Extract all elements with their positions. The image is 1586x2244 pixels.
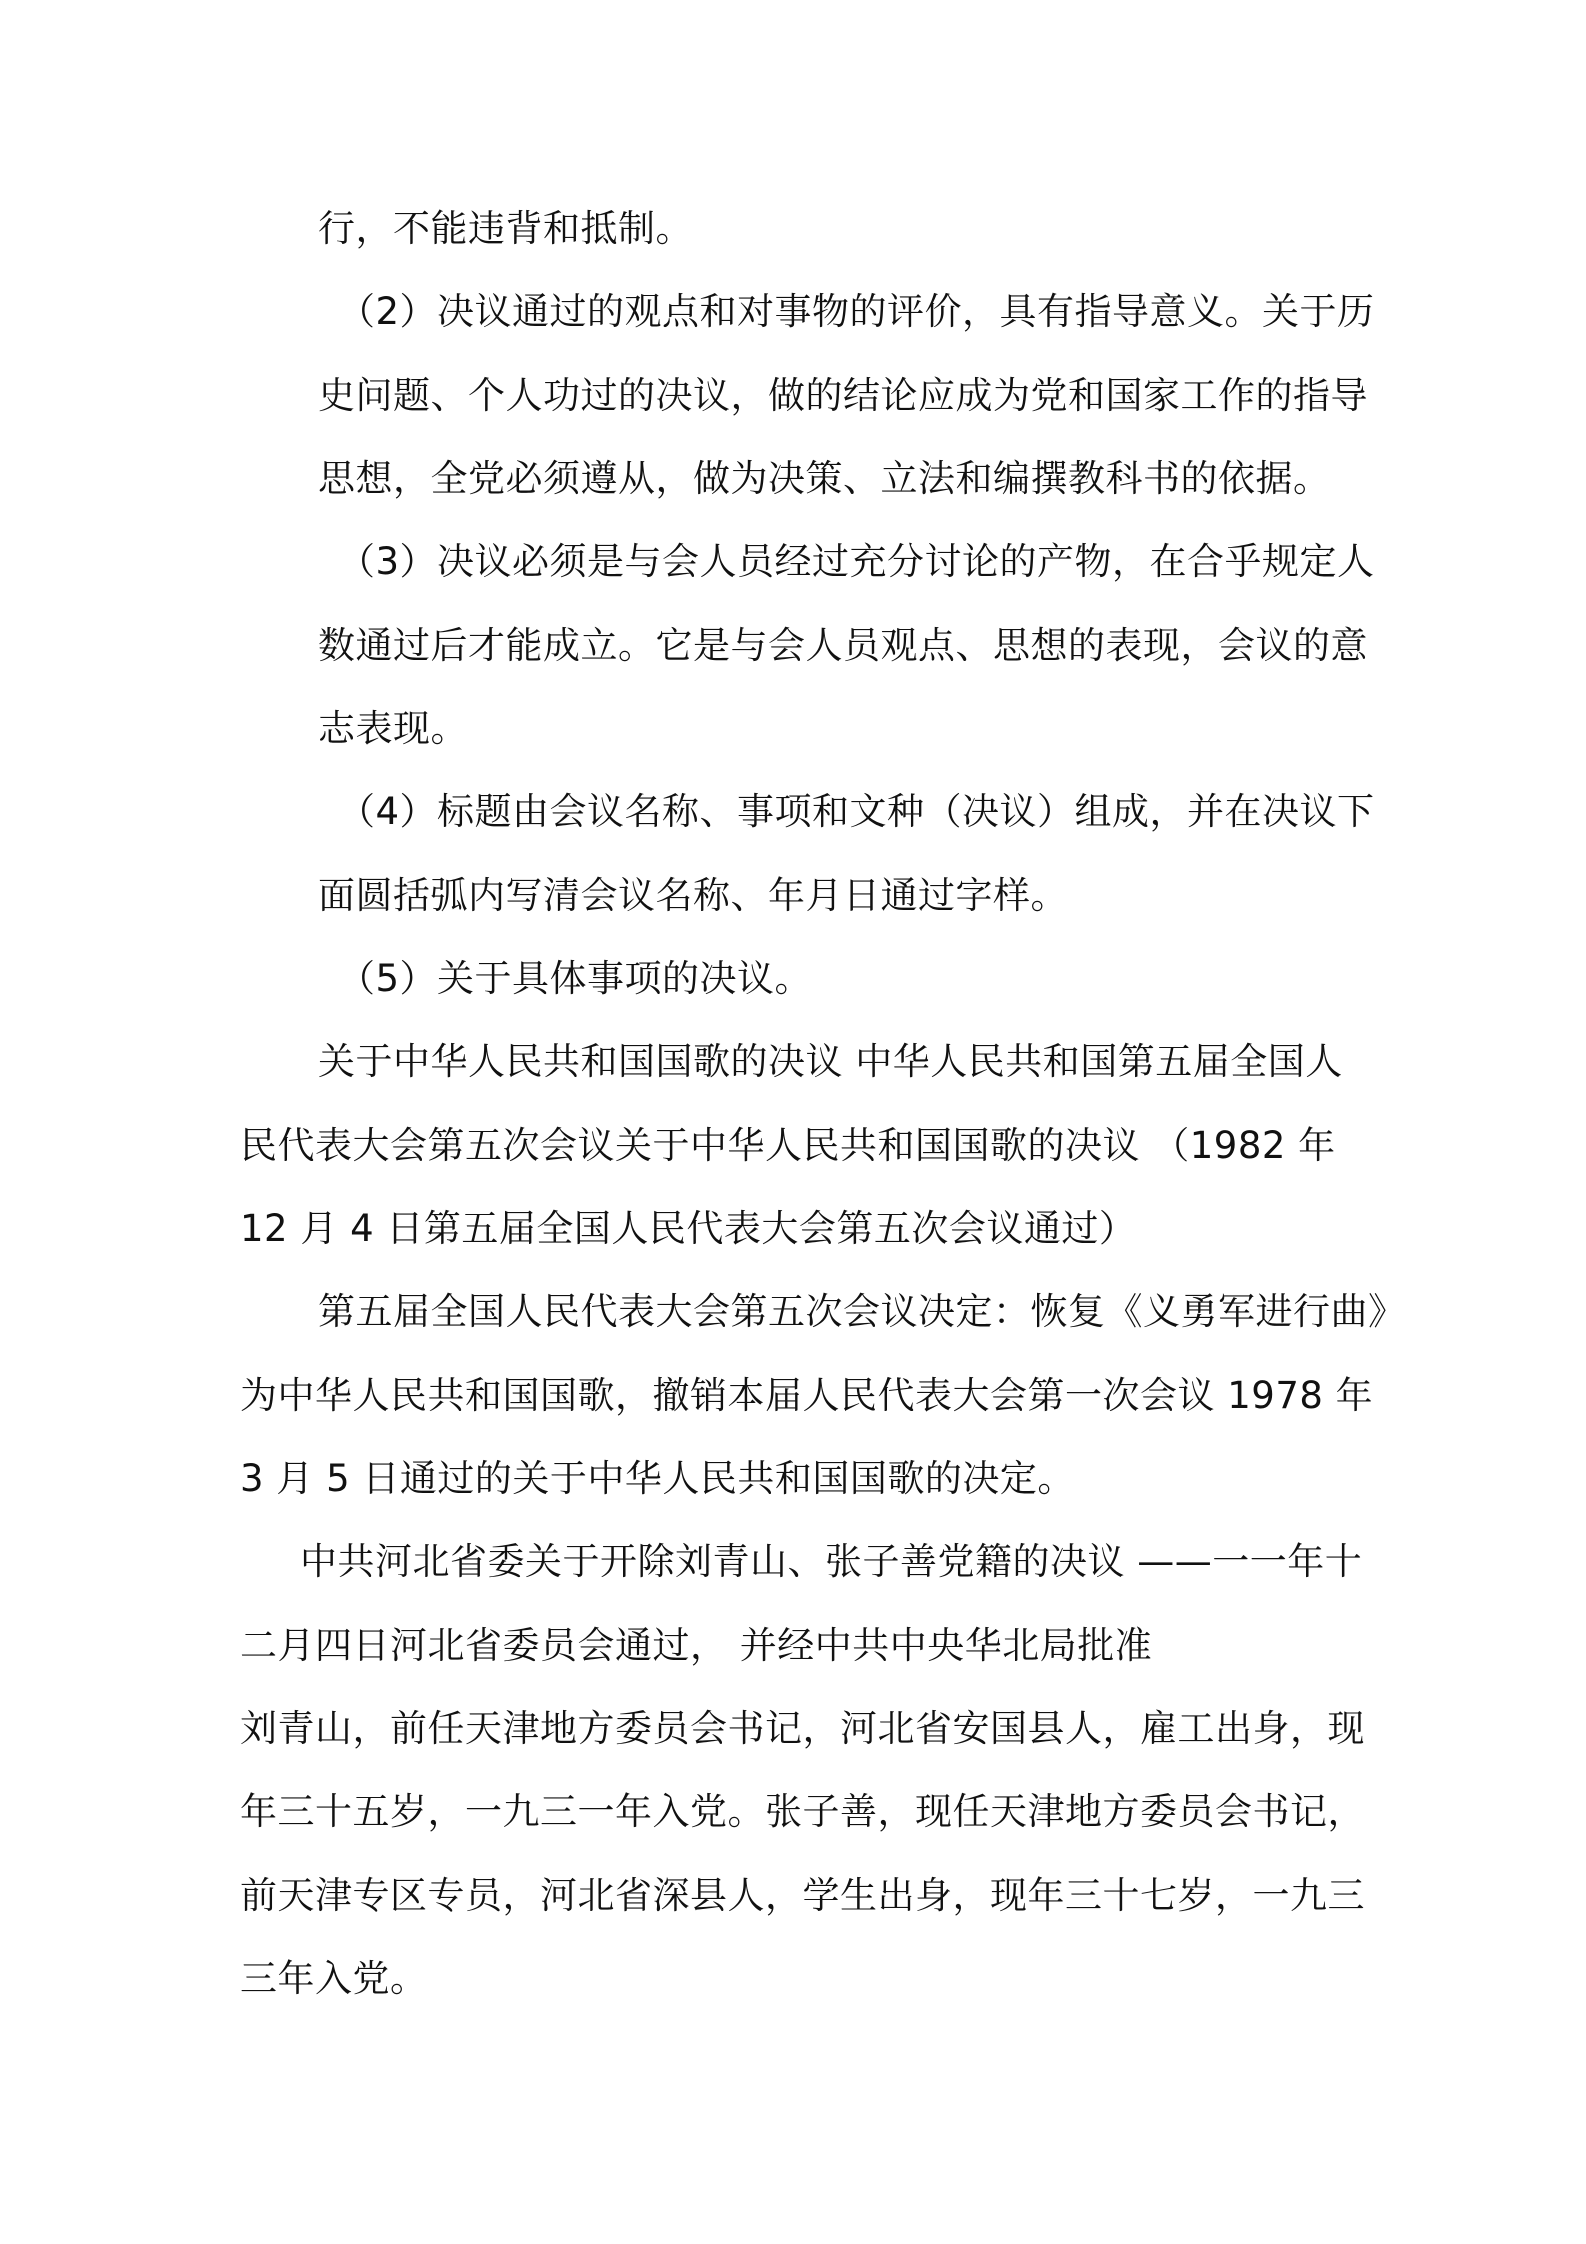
text-line: 史问题、个人功过的决议，做的结论应成为党和国家工作的指导	[318, 374, 1368, 417]
text-line: 志表现。	[318, 707, 468, 750]
text-line: 思想，全党必须遵从，做为决策、立法和编撰教科书的依据。	[318, 457, 1331, 500]
text-line: 3 月 5 日通过的关于中华人民共和国国歌的决定。	[240, 1457, 1075, 1500]
text-line: 三年入党。	[240, 1957, 428, 2000]
text-line: 关于中华人民共和国国歌的决议 中华人民共和国第五届全国人	[318, 1040, 1343, 1083]
text-line: 二月四日河北省委员会通过， 并经中共中央华北局批准	[240, 1624, 1153, 1667]
text-line: 数通过后才能成立。它是与会人员观点、思想的表现，会议的意	[318, 624, 1368, 667]
text-line: （3）决议必须是与会人员经过充分讨论的产物，在合乎规定人	[338, 540, 1375, 583]
text-line: （4）标题由会议名称、事项和文种（决议）组成，并在决议下	[338, 790, 1375, 833]
text-line: 12 月 4 日第五届全国人民代表大会第五次会议通过）	[240, 1207, 1137, 1250]
text-line: 面圆括弧内写清会议名称、年月日通过字样。	[318, 874, 1068, 917]
text-line: 行，不能违背和抵制。	[318, 207, 693, 250]
text-line: 前天津专区专员，河北省深县人，学生出身，现年三十七岁，一九三	[240, 1874, 1365, 1917]
text-line: （5）关于具体事项的决议。	[338, 957, 813, 1000]
text-line: 刘青山，前任天津地方委员会书记，河北省安国县人，雇工出身，现	[240, 1707, 1365, 1750]
text-line: 第五届全国人民代表大会第五次会议决定：恢复《义勇军进行曲》	[318, 1290, 1406, 1333]
text-line: 民代表大会第五次会议关于中华人民共和国国歌的决议 （1982 年	[240, 1124, 1336, 1167]
text-line: 为中华人民共和国国歌，撤销本届人民代表大会第一次会议 1978 年	[240, 1374, 1374, 1417]
text-line: 年三十五岁，一九三一年入党。张子善，现任天津地方委员会书记，	[240, 1790, 1365, 1833]
text-line: 中共河北省委关于开除刘青山、张子善党籍的决议 ——一一年十	[300, 1540, 1363, 1583]
text-line: （2）决议通过的观点和对事物的评价，具有指导意义。关于历	[338, 290, 1375, 333]
